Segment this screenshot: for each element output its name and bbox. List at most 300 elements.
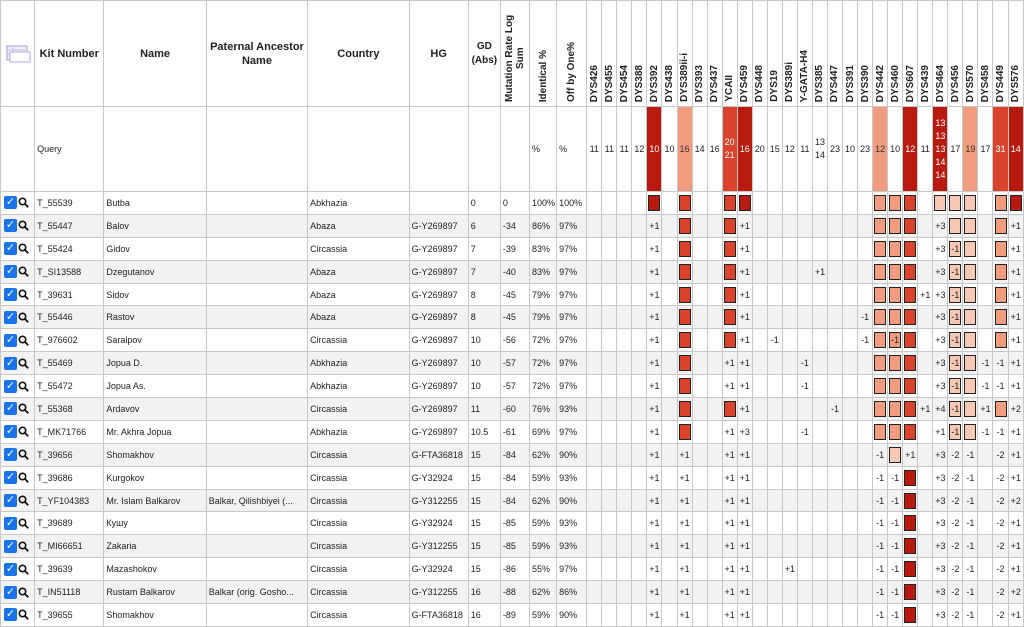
marker-cell bbox=[903, 192, 918, 215]
cell-ancestor bbox=[206, 604, 307, 627]
query-marker-value bbox=[797, 107, 812, 192]
marker-cell bbox=[812, 466, 827, 489]
marker-cell bbox=[632, 214, 647, 237]
marker-cell bbox=[948, 375, 963, 398]
marker-cell bbox=[827, 535, 842, 558]
table-row[interactable] bbox=[1, 443, 1024, 466]
marker-label: DYS460 bbox=[889, 64, 901, 102]
col-header-marker-dys388[interactable] bbox=[632, 1, 647, 107]
query-marker-value bbox=[737, 107, 752, 192]
marker-diff: +1 bbox=[649, 587, 660, 598]
row-checkbox[interactable]: ✓ bbox=[5, 288, 16, 300]
marker-cell bbox=[767, 329, 782, 352]
row-checkbox[interactable]: ✓ bbox=[5, 608, 16, 621]
query-identical: % bbox=[530, 107, 557, 192]
marker-cell bbox=[873, 535, 888, 558]
col-header-marker-dys390[interactable] bbox=[858, 1, 873, 107]
cell-gd: 7 bbox=[468, 260, 500, 283]
col-header-marker-dys389ii-i[interactable] bbox=[677, 1, 692, 107]
marker-cell bbox=[827, 512, 842, 535]
col-header-marker-dys438[interactable] bbox=[662, 1, 677, 107]
marker-cell bbox=[677, 260, 692, 283]
marker-cell bbox=[782, 237, 797, 260]
marker-cell bbox=[963, 237, 978, 260]
marker-cell bbox=[903, 329, 918, 352]
marker-highlight bbox=[874, 401, 886, 417]
marker-diff: +3 bbox=[935, 266, 946, 277]
col-header-marker-dys389i[interactable] bbox=[782, 1, 797, 107]
marker-cell bbox=[993, 375, 1008, 398]
search-icon[interactable] bbox=[18, 358, 29, 369]
col-header-country[interactable]: Country bbox=[308, 1, 409, 107]
table-row[interactable] bbox=[1, 466, 1024, 489]
marker-diff: +1 bbox=[739, 587, 750, 598]
marker-cell bbox=[858, 260, 873, 283]
row-checkbox[interactable]: ✓ bbox=[5, 265, 16, 278]
search-icon[interactable] bbox=[18, 472, 29, 483]
cell-gd: 8 bbox=[468, 283, 500, 306]
col-header-marker-dys392[interactable] bbox=[647, 1, 662, 107]
marker-cell bbox=[647, 375, 662, 398]
marker-cell bbox=[632, 535, 647, 558]
marker-cell bbox=[662, 192, 677, 215]
cell-ident: 83% bbox=[530, 260, 557, 283]
row-checkbox[interactable]: ✓ bbox=[5, 196, 16, 209]
query-marker-value bbox=[948, 107, 963, 192]
marker-cell bbox=[587, 237, 602, 260]
table-row[interactable] bbox=[1, 260, 1024, 283]
marker-cell bbox=[707, 489, 722, 512]
marker-cell bbox=[1008, 443, 1023, 466]
marker-cell bbox=[707, 420, 722, 443]
marker-diff: -1 bbox=[981, 426, 990, 437]
search-icon[interactable] bbox=[18, 564, 29, 575]
marker-cell bbox=[948, 466, 963, 489]
col-header-marker-dys459[interactable] bbox=[737, 1, 752, 107]
cell-ancestor bbox=[206, 466, 307, 489]
marker-cell bbox=[587, 466, 602, 489]
marker-cell bbox=[662, 306, 677, 329]
marker-cell bbox=[843, 192, 858, 215]
col-header-marker-ycaii[interactable] bbox=[722, 1, 737, 107]
marker-cell bbox=[873, 489, 888, 512]
marker-cell bbox=[767, 192, 782, 215]
marker-label: DYS607 bbox=[904, 64, 916, 102]
cell-kit: T_39656 bbox=[35, 443, 104, 466]
marker-cell bbox=[812, 306, 827, 329]
row-checkbox[interactable]: ✓ bbox=[5, 356, 16, 369]
marker-cell bbox=[692, 512, 707, 535]
marker-cell bbox=[933, 512, 948, 535]
marker-diff: -1 bbox=[891, 564, 900, 575]
marker-cell bbox=[933, 352, 948, 375]
marker-diff: +1 bbox=[1010, 358, 1021, 369]
cell-ancestor bbox=[206, 237, 307, 260]
query-marker-value-text: 11 bbox=[619, 143, 629, 154]
marker-diff: +1 bbox=[724, 426, 735, 437]
search-icon[interactable] bbox=[18, 381, 29, 392]
col-header-marker-dys437[interactable] bbox=[707, 1, 722, 107]
query-marker-value-text: 11 bbox=[589, 143, 599, 154]
cell-mut: -34 bbox=[500, 214, 529, 237]
table-row[interactable] bbox=[1, 604, 1024, 627]
query-marker-value bbox=[918, 107, 933, 192]
row-checkbox[interactable]: ✓ bbox=[5, 494, 16, 507]
table-row[interactable] bbox=[1, 352, 1024, 375]
table-row[interactable] bbox=[1, 329, 1024, 352]
marker-cell bbox=[918, 214, 933, 237]
marker-diff: -1 bbox=[876, 609, 885, 620]
col-header-marker-dys391[interactable] bbox=[843, 1, 858, 107]
marker-cell bbox=[1008, 214, 1023, 237]
marker-cell bbox=[933, 260, 948, 283]
marker-cell bbox=[918, 352, 933, 375]
cell-offone: 97% bbox=[557, 260, 587, 283]
search-icon[interactable] bbox=[18, 495, 29, 506]
query-marker-value bbox=[752, 107, 767, 192]
marker-highlight bbox=[964, 355, 976, 371]
table-row[interactable] bbox=[1, 306, 1024, 329]
marker-cell bbox=[602, 214, 617, 237]
marker-cell bbox=[903, 466, 918, 489]
search-icon[interactable] bbox=[18, 243, 29, 254]
col-header-marker-dys460[interactable] bbox=[888, 1, 903, 107]
marker-diff: -2 bbox=[996, 518, 1005, 529]
search-icon[interactable] bbox=[18, 449, 29, 460]
marker-cell bbox=[647, 581, 662, 604]
marker-cell bbox=[858, 398, 873, 421]
marker-diff: +1 bbox=[724, 518, 735, 529]
col-header-identical[interactable] bbox=[530, 1, 557, 107]
table-row[interactable] bbox=[1, 535, 1024, 558]
marker-cell bbox=[767, 581, 782, 604]
marker-label: YCAII bbox=[724, 75, 736, 102]
marker-cell bbox=[722, 420, 737, 443]
col-header-marker-dys570[interactable] bbox=[963, 1, 978, 107]
marker-cell bbox=[722, 443, 737, 466]
marker-cell bbox=[993, 352, 1008, 375]
marker-highlight bbox=[949, 218, 961, 234]
marker-diff: +1 bbox=[679, 541, 690, 552]
col-header-ancestor[interactable]: Paternal Ancestor Name bbox=[206, 1, 307, 107]
marker-cell bbox=[888, 192, 903, 215]
marker-cell bbox=[978, 237, 993, 260]
col-header-marker-dys385[interactable] bbox=[812, 1, 827, 107]
row-checkbox[interactable]: ✓ bbox=[5, 516, 16, 529]
marker-cell bbox=[933, 581, 948, 604]
search-icon[interactable] bbox=[18, 289, 29, 300]
marker-highlight bbox=[679, 195, 691, 211]
search-icon[interactable] bbox=[18, 541, 29, 552]
marker-cell bbox=[843, 237, 858, 260]
col-header-marker-dys448[interactable] bbox=[752, 1, 767, 107]
marker-cell bbox=[737, 237, 752, 260]
marker-label: DYS390 bbox=[859, 64, 871, 102]
query-marker-value-text: 14 bbox=[935, 156, 946, 167]
marker-cell bbox=[767, 466, 782, 489]
marker-diff: -1 bbox=[800, 358, 809, 369]
col-header-marker-dys393[interactable] bbox=[692, 1, 707, 107]
cell-mut: -61 bbox=[500, 420, 529, 443]
col-header-mutation-rate[interactable] bbox=[500, 1, 529, 107]
marker-diff: +3 bbox=[935, 381, 946, 392]
table-row[interactable] bbox=[1, 237, 1024, 260]
col-header-hg[interactable]: HG bbox=[409, 1, 468, 107]
marker-cell bbox=[602, 237, 617, 260]
cell-hg: G-Y32924 bbox=[409, 558, 468, 581]
marker-cell bbox=[602, 375, 617, 398]
marker-cell bbox=[752, 260, 767, 283]
marker-cell bbox=[797, 260, 812, 283]
marker-cell bbox=[903, 558, 918, 581]
query-empty-cell bbox=[500, 107, 529, 192]
table-row[interactable] bbox=[1, 558, 1024, 581]
marker-highlight bbox=[904, 241, 916, 257]
marker-highlight bbox=[679, 378, 691, 394]
marker-diff: -2 bbox=[951, 449, 960, 460]
search-icon[interactable] bbox=[18, 312, 29, 323]
search-icon[interactable] bbox=[18, 518, 29, 529]
marker-diff: +3 bbox=[935, 449, 946, 460]
marker-cell bbox=[677, 283, 692, 306]
marker-cell bbox=[843, 398, 858, 421]
col-header-marker-dys454[interactable] bbox=[617, 1, 632, 107]
marker-diff: +1 bbox=[739, 266, 750, 277]
marker-cell bbox=[602, 260, 617, 283]
cell-ident: 62% bbox=[530, 489, 557, 512]
cell-ancestor bbox=[206, 260, 307, 283]
marker-cell bbox=[797, 581, 812, 604]
table-row[interactable] bbox=[1, 214, 1024, 237]
marker-highlight bbox=[874, 287, 886, 303]
row-checkbox[interactable]: ✓ bbox=[5, 585, 16, 598]
col-header-off-by-one[interactable] bbox=[557, 1, 587, 107]
col-header-marker-dys439[interactable] bbox=[918, 1, 933, 107]
marker-cell bbox=[767, 512, 782, 535]
table-row[interactable] bbox=[1, 375, 1024, 398]
table-row[interactable] bbox=[1, 489, 1024, 512]
table-row[interactable] bbox=[1, 192, 1024, 215]
marker-diff: +3 bbox=[935, 518, 946, 529]
marker-cell bbox=[587, 352, 602, 375]
marker-cell bbox=[752, 420, 767, 443]
marker-cell bbox=[632, 352, 647, 375]
col-header-marker-dys576[interactable] bbox=[1008, 1, 1023, 107]
marker-label: DYS464 bbox=[934, 64, 946, 102]
marker-cell bbox=[948, 512, 963, 535]
row-select-cell bbox=[1, 581, 35, 604]
marker-cell bbox=[873, 375, 888, 398]
marker-cell bbox=[843, 558, 858, 581]
marker-cell bbox=[978, 306, 993, 329]
marker-diff: +1 bbox=[724, 541, 735, 552]
col-header-marker-dys442[interactable] bbox=[873, 1, 888, 107]
marker-cell bbox=[933, 214, 948, 237]
col-header-name[interactable]: Name bbox=[104, 1, 206, 107]
query-empty-cell bbox=[468, 107, 500, 192]
marker-cell bbox=[933, 443, 948, 466]
marker-cell bbox=[812, 443, 827, 466]
search-icon[interactable] bbox=[18, 266, 29, 277]
search-icon[interactable] bbox=[18, 197, 29, 208]
cell-kit: T_55446 bbox=[35, 306, 104, 329]
query-empty-cell bbox=[409, 107, 468, 192]
table-row[interactable] bbox=[1, 581, 1024, 604]
search-icon[interactable] bbox=[18, 587, 29, 598]
marker-cell bbox=[1008, 352, 1023, 375]
cell-gd: 11 bbox=[468, 398, 500, 421]
marker-highlight bbox=[889, 309, 901, 325]
marker-cell bbox=[692, 375, 707, 398]
marker-cell bbox=[963, 283, 978, 306]
search-icon[interactable] bbox=[18, 403, 29, 414]
row-checkbox[interactable]: ✓ bbox=[5, 219, 16, 232]
marker-diff: +1 bbox=[679, 587, 690, 598]
marker-cell bbox=[918, 535, 933, 558]
marker-cell bbox=[948, 398, 963, 421]
marker-diff: +1 bbox=[920, 289, 931, 300]
search-icon[interactable] bbox=[18, 609, 29, 620]
row-checkbox[interactable]: ✓ bbox=[5, 310, 16, 323]
table-row[interactable] bbox=[1, 420, 1024, 443]
marker-cell bbox=[873, 237, 888, 260]
cell-name: Ardavov bbox=[104, 398, 206, 421]
row-checkbox[interactable]: ✓ bbox=[5, 425, 16, 438]
marker-label: DYS392 bbox=[648, 64, 660, 102]
cell-hg: G-Y269897 bbox=[409, 237, 468, 260]
search-icon[interactable] bbox=[18, 335, 29, 346]
marker-highlight bbox=[964, 264, 976, 280]
marker-cell bbox=[873, 214, 888, 237]
marker-cell bbox=[903, 283, 918, 306]
marker-highlight bbox=[889, 195, 901, 211]
marker-cell bbox=[993, 283, 1008, 306]
table-row[interactable] bbox=[1, 512, 1024, 535]
col-header-marker-dys455[interactable] bbox=[602, 1, 617, 107]
cell-country: Abaza bbox=[308, 260, 409, 283]
marker-cell bbox=[873, 581, 888, 604]
marker-highlight bbox=[904, 401, 916, 417]
col-header-marker-dys447[interactable] bbox=[827, 1, 842, 107]
cell-ancestor bbox=[206, 329, 307, 352]
marker-label: DYS391 bbox=[844, 64, 856, 102]
marker-cell bbox=[843, 443, 858, 466]
marker-cell bbox=[707, 581, 722, 604]
col-header-marker-dys464[interactable] bbox=[933, 1, 948, 107]
marker-cell bbox=[963, 512, 978, 535]
marker-diff: +1 bbox=[724, 381, 735, 392]
marker-cell bbox=[617, 329, 632, 352]
query-marker-value-text: 11 bbox=[800, 143, 810, 154]
marker-cell bbox=[767, 306, 782, 329]
marker-diff: -1 bbox=[891, 495, 900, 506]
table-row[interactable] bbox=[1, 398, 1024, 421]
row-select-cell bbox=[1, 214, 35, 237]
marker-cell bbox=[843, 329, 858, 352]
marker-cell bbox=[888, 581, 903, 604]
marker-cell bbox=[602, 443, 617, 466]
marker-cell bbox=[722, 329, 737, 352]
row-checkbox[interactable]: ✓ bbox=[5, 448, 16, 461]
col-header-marker-dys449[interactable] bbox=[993, 1, 1008, 107]
row-checkbox[interactable]: ✓ bbox=[5, 379, 16, 392]
cell-country: Abaza bbox=[308, 283, 409, 306]
marker-cell bbox=[587, 192, 602, 215]
marker-diff: +1 bbox=[724, 564, 735, 575]
marker-cell bbox=[918, 420, 933, 443]
marker-highlight bbox=[724, 287, 736, 303]
col-header-gd[interactable]: GD (Abs) bbox=[468, 1, 500, 107]
col-header-marker-dys607[interactable] bbox=[903, 1, 918, 107]
query-marker-value-text: 23 bbox=[829, 143, 840, 154]
marker-diff: +3 bbox=[935, 335, 946, 346]
table-row[interactable] bbox=[1, 283, 1024, 306]
col-header-kit[interactable]: Kit Number bbox=[35, 1, 104, 107]
col-header-marker-dys426[interactable] bbox=[587, 1, 602, 107]
marker-cell bbox=[812, 260, 827, 283]
marker-cell bbox=[617, 489, 632, 512]
row-checkbox[interactable]: ✓ bbox=[5, 562, 16, 575]
marker-diff: -2 bbox=[996, 495, 1005, 506]
marker-diff: +1 bbox=[1010, 518, 1021, 529]
marker-highlight bbox=[679, 264, 691, 280]
row-checkbox[interactable]: ✓ bbox=[5, 242, 16, 255]
marker-cell bbox=[978, 443, 993, 466]
row-checkbox[interactable]: ✓ bbox=[5, 539, 16, 552]
marker-label: DYS454 bbox=[618, 64, 630, 102]
cell-mut: -86 bbox=[500, 558, 529, 581]
cell-mut: -45 bbox=[500, 283, 529, 306]
marker-label: DYS576 bbox=[1010, 64, 1022, 102]
row-checkbox[interactable]: ✓ bbox=[5, 333, 16, 346]
cell-mut: -45 bbox=[500, 306, 529, 329]
row-checkbox[interactable]: ✓ bbox=[5, 402, 16, 415]
col-header-marker-dys458[interactable] bbox=[978, 1, 993, 107]
marker-highlight bbox=[904, 584, 916, 600]
marker-cell bbox=[647, 558, 662, 581]
marker-highlight: -1 bbox=[949, 241, 961, 257]
marker-cell bbox=[677, 306, 692, 329]
search-icon[interactable] bbox=[18, 426, 29, 437]
marker-cell bbox=[632, 443, 647, 466]
marker-cell bbox=[963, 192, 978, 215]
marker-diff: +1 bbox=[679, 518, 690, 529]
row-checkbox[interactable]: ✓ bbox=[5, 471, 16, 484]
marker-diff: -2 bbox=[996, 472, 1005, 483]
cell-gd: 10 bbox=[468, 352, 500, 375]
marker-cell bbox=[752, 329, 767, 352]
marker-diff: +1 bbox=[649, 495, 660, 506]
marker-cell bbox=[918, 558, 933, 581]
marker-cell bbox=[963, 352, 978, 375]
row-select-cell bbox=[1, 535, 35, 558]
marker-cell bbox=[767, 352, 782, 375]
marker-cell bbox=[662, 283, 677, 306]
cell-country: Circassia bbox=[308, 558, 409, 581]
marker-label: DYS389ii-i bbox=[679, 53, 691, 102]
marker-cell bbox=[737, 512, 752, 535]
cell-offone: 93% bbox=[557, 466, 587, 489]
col-header-marker-dys19[interactable] bbox=[767, 1, 782, 107]
marker-cell bbox=[963, 329, 978, 352]
marker-diff: -1 bbox=[966, 518, 975, 529]
col-header-marker-y-gata-h4[interactable] bbox=[797, 1, 812, 107]
row-select-cell bbox=[1, 375, 35, 398]
col-header-marker-dys456[interactable] bbox=[948, 1, 963, 107]
marker-cell bbox=[632, 237, 647, 260]
cell-name: Sidov bbox=[104, 283, 206, 306]
search-icon[interactable] bbox=[18, 220, 29, 231]
